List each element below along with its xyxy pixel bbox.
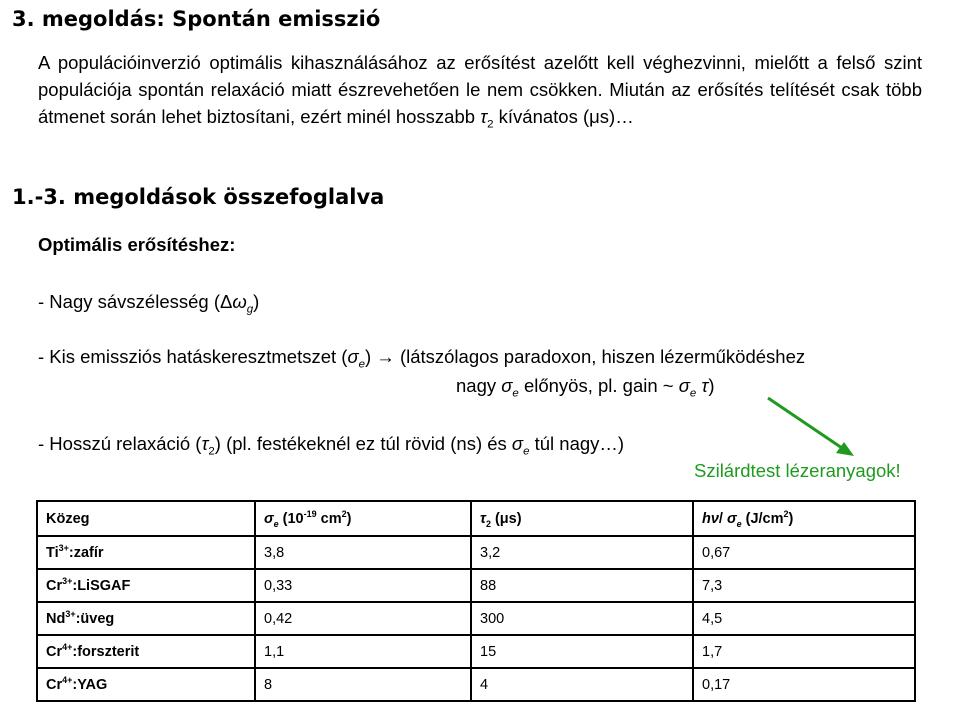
cell-sigma: 1,1: [255, 635, 471, 668]
unit-exponent: 2: [783, 508, 789, 519]
unit-text: (μs): [490, 510, 522, 527]
element: Ti: [46, 544, 59, 561]
ion-charge: 3+: [62, 575, 73, 586]
unit-text: (J/cm: [741, 510, 784, 527]
unit-text: cm: [316, 510, 342, 527]
sigma-subscript: e: [736, 518, 742, 529]
cell-medium: [37, 668, 255, 701]
host-material: :üveg: [75, 610, 115, 627]
tau-subscript: 2: [208, 445, 215, 458]
bullet-bandwidth: [38, 291, 260, 316]
table-row: [37, 602, 915, 635]
unit-exponent: -19: [303, 508, 317, 519]
table-header-row: [37, 501, 915, 536]
element: Cr: [46, 577, 63, 594]
section-heading-3: [12, 7, 380, 31]
arrow-shaft: [768, 398, 842, 448]
unit-text: (10: [278, 510, 304, 527]
host-material: :YAG: [72, 676, 108, 693]
sigma-subscript: e: [273, 518, 279, 529]
tau-symbol: τ: [480, 106, 488, 127]
cell-medium: [37, 602, 255, 635]
cell-sigma: 0,42: [255, 602, 471, 635]
cell-hv: 0,67: [693, 536, 915, 569]
ion-charge: 4+: [62, 641, 73, 652]
sigma-subscript: e: [512, 387, 519, 400]
ion-charge: 4+: [62, 674, 73, 685]
bullet-text: - Nagy sávszélesség (Δ: [38, 291, 233, 312]
cell-hv: 4,5: [693, 602, 915, 635]
tau-symbol: τ: [696, 375, 709, 396]
bullet-text-end: ): [253, 291, 260, 312]
cell-sigma: 0,33: [255, 569, 471, 602]
unit-exponent: 2: [341, 508, 347, 519]
heading-prefix: 3. megoldás:: [12, 7, 165, 31]
slash-text: /: [718, 510, 727, 527]
cell-tau: 4: [471, 668, 693, 701]
tau-symbol: τ: [480, 510, 486, 527]
summary-title: Optimális erősítéshez:: [38, 234, 236, 255]
ion-charge: 3+: [58, 542, 69, 553]
bullet-text: - Kis emissziós hatáskeresztmetszet (: [38, 346, 348, 367]
omega-subscript: g: [246, 303, 254, 316]
cell-medium: [37, 635, 255, 668]
cell-sigma: 8: [255, 668, 471, 701]
host-material: :zafír: [68, 544, 104, 561]
cell-tau: 88: [471, 569, 693, 602]
cell-hv: 0,17: [693, 668, 915, 701]
sigma-subscript: e: [358, 358, 365, 371]
sigma-symbol: σ: [347, 346, 359, 367]
bullet-text: - Hosszú relaxáció (: [38, 433, 202, 454]
sigma-symbol: σ: [501, 375, 513, 396]
tau-symbol: τ: [201, 433, 209, 454]
unit-text: ): [788, 510, 794, 527]
cell-tau: 300: [471, 602, 693, 635]
line-text: előnyös, pl. gain ~: [518, 375, 679, 396]
host-material: :forszterit: [72, 643, 140, 660]
bullet-text-end: ) → (látszólagos paradoxon, hiszen lézerműködéshez: [365, 346, 806, 367]
bullet-cross-section-line2: [456, 375, 715, 400]
cell-sigma: 3,8: [255, 536, 471, 569]
cell-hv: 7,3: [693, 569, 915, 602]
intro-paragraph: [38, 49, 922, 130]
cell-hv: 1,7: [693, 635, 915, 668]
intro-text: A populációinverzió optimális kihasználásához az erősítést azelőtt kell véghezvinni, mielőtt a felső szint populációja spontán relaxáció miatt észrevehetően le nem csökken. Miután az erősítés telítését csak több átmenet során lehet biztosítani, ezért minél hosszabb: [38, 52, 922, 127]
tau-subscript: 2: [485, 518, 491, 529]
sigma-symbol: σ: [511, 433, 524, 454]
line-text-end: ): [708, 375, 715, 396]
table-row: [37, 569, 915, 602]
host-material: :LiSGAF: [72, 577, 131, 594]
sigma-subscript: e: [689, 387, 697, 400]
materials-table: [36, 500, 916, 702]
green-arrow: [760, 390, 870, 470]
summary-heading: 1.-3. megoldások összefoglalva: [12, 185, 385, 209]
element: Nd: [46, 610, 66, 627]
cell-medium: [37, 536, 255, 569]
sigma-symbol: σ: [264, 510, 274, 527]
bullet-text: ) (pl. festékeknél ez túl rövid (ns) és: [214, 433, 512, 454]
heading-title: Spontán emisszió: [172, 7, 381, 31]
sigma-subscript: e: [523, 445, 530, 458]
element: Cr: [46, 643, 63, 660]
bullet-cross-section: [38, 346, 806, 371]
header-saturation-fluence: [693, 501, 915, 536]
bullet-text-end: túl nagy…): [529, 433, 625, 454]
line-text: nagy: [456, 375, 502, 396]
header-medium: Közeg: [37, 501, 255, 536]
unit-text: ): [346, 510, 352, 527]
callout-solid-state: Szilárdtest lézeranyagok!: [694, 460, 901, 481]
tau-subscript: 2: [487, 118, 494, 131]
header-cross-section: [255, 501, 471, 536]
hnu-symbol: hν: [702, 510, 719, 527]
cell-tau: 15: [471, 635, 693, 668]
element: Cr: [46, 676, 63, 693]
sigma-symbol: σ: [726, 510, 737, 527]
cell-tau: 3,2: [471, 536, 693, 569]
omega-symbol: ω: [232, 291, 247, 312]
table-row: [37, 635, 915, 668]
intro-tail: kívánatos (μs)…: [498, 106, 634, 127]
ion-charge: 3+: [65, 608, 76, 619]
cell-medium: [37, 569, 255, 602]
sigma-symbol: σ: [678, 375, 690, 396]
table-row: [37, 536, 915, 569]
bullet-relaxation: [38, 433, 625, 458]
table-row: [37, 668, 915, 701]
header-lifetime: [471, 501, 693, 536]
